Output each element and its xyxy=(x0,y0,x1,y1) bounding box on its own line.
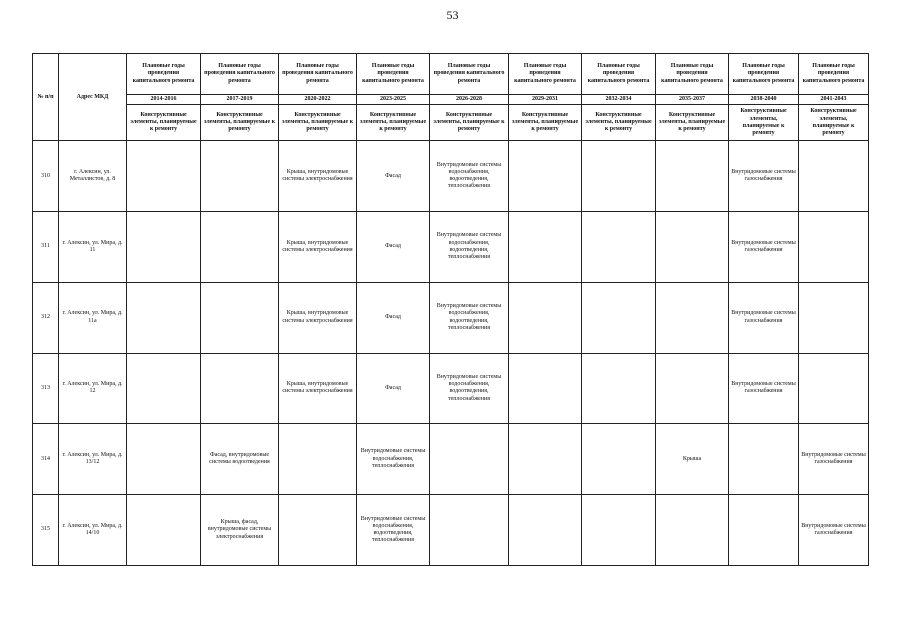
repair-elements-cell xyxy=(799,282,869,353)
repair-elements-cell: Внутридомовые системы газоснабжения xyxy=(799,495,869,566)
elements-header: Конструктивные элементы, планируемые к ремонту xyxy=(279,105,357,141)
row-address: г. Алексин, ул. Мира, д. 11а xyxy=(59,282,127,353)
repair-elements-cell xyxy=(201,353,279,424)
elements-header: Конструктивные элементы, планируемые к ремонту xyxy=(509,105,582,141)
repair-elements-cell xyxy=(127,353,201,424)
elements-header: Конструктивные элементы, планируемые к ремонту xyxy=(799,105,869,141)
repair-elements-cell xyxy=(656,495,729,566)
repair-elements-cell xyxy=(201,212,279,283)
repair-elements-cell xyxy=(582,353,656,424)
period-years-header: 2041-2043 xyxy=(799,95,869,105)
column-header-number: № п/п xyxy=(33,54,59,141)
repair-elements-cell xyxy=(509,212,582,283)
repair-elements-cell: Крыша, внутридомовые системы электроснабжения xyxy=(279,212,357,283)
repair-elements-cell: Фасад xyxy=(357,212,430,283)
repair-elements-cell: Крыша, фасад, внутридомовые системы электроснабжения xyxy=(201,495,279,566)
repair-elements-cell xyxy=(509,424,582,495)
repair-elements-cell xyxy=(279,424,357,495)
table-row xyxy=(33,141,869,212)
row-number: 310 xyxy=(33,141,59,212)
table-row xyxy=(33,212,869,283)
row-address: г. Алексин, ул. Мира, д. 12 xyxy=(59,353,127,424)
repair-elements-cell xyxy=(729,424,799,495)
repair-elements-cell xyxy=(582,141,656,212)
period-years-header: 2038-2040 xyxy=(729,95,799,105)
row-number: 311 xyxy=(33,212,59,283)
period-title-header: Плановые годы проведения капитального ремонта xyxy=(279,54,357,95)
repair-elements-cell: Внутридомовые системы водоснабжения, теплоснабжения xyxy=(357,424,430,495)
repair-elements-cell xyxy=(430,424,509,495)
repair-elements-cell: Внутридомовые системы газоснабжения xyxy=(729,212,799,283)
repair-elements-cell xyxy=(656,212,729,283)
repair-elements-cell xyxy=(799,141,869,212)
row-number: 313 xyxy=(33,353,59,424)
row-address: г. Алексин, ул. Металлистов, д. 8 xyxy=(59,141,127,212)
elements-header: Конструктивные элементы, планируемые к ремонту xyxy=(201,105,279,141)
repair-elements-cell xyxy=(799,212,869,283)
period-title-header: Плановые годы проведения капитального ремонта xyxy=(509,54,582,95)
repair-elements-cell xyxy=(201,141,279,212)
repair-elements-cell: Фасад xyxy=(357,282,430,353)
repair-elements-cell: Крыша, внутридомовые системы электроснабжения xyxy=(279,141,357,212)
repair-elements-cell: Фасад, внутридомовые системы водоотведения xyxy=(201,424,279,495)
repair-elements-cell xyxy=(582,424,656,495)
repair-elements-cell xyxy=(127,212,201,283)
repair-elements-cell xyxy=(799,353,869,424)
repair-elements-cell xyxy=(279,495,357,566)
period-title-header: Плановые годы проведения капитального ремонта xyxy=(430,54,509,95)
repair-elements-cell xyxy=(509,495,582,566)
repair-elements-cell xyxy=(656,141,729,212)
repair-elements-cell: Внутридомовые системы газоснабжения xyxy=(799,424,869,495)
table-header xyxy=(33,54,869,141)
period-years-header: 2020-2022 xyxy=(279,95,357,105)
repair-elements-cell: Фасад xyxy=(357,141,430,212)
row-number: 312 xyxy=(33,282,59,353)
repair-elements-cell xyxy=(430,495,509,566)
period-title-header: Плановые годы проведения капитального ремонта xyxy=(357,54,430,95)
repair-elements-cell: Крыша xyxy=(656,424,729,495)
column-header-address: Адрес МКД xyxy=(59,54,127,141)
period-title-header: Плановые годы проведения капитального ремонта xyxy=(582,54,656,95)
row-number: 314 xyxy=(33,424,59,495)
elements-header: Конструктивные элементы, планируемые к ремонту xyxy=(729,105,799,141)
page-number: 53 xyxy=(446,8,459,22)
repair-elements-cell: Внутридомовые системы водоснабжения, водоотведения, теплоснабжения xyxy=(430,353,509,424)
repair-elements-cell xyxy=(509,353,582,424)
row-address: г. Алексин, ул. Мира, д. 11 xyxy=(59,212,127,283)
table-body xyxy=(33,141,869,566)
repair-elements-cell xyxy=(582,282,656,353)
period-title-header: Плановые годы проведения капитального ремонта xyxy=(729,54,799,95)
repair-elements-cell: Внутридомовые системы газоснабжения xyxy=(729,282,799,353)
repair-elements-cell: Внутридомовые системы водоснабжения, водоотведения, теплоснабжения xyxy=(430,212,509,283)
table-row xyxy=(33,424,869,495)
table-row xyxy=(33,282,869,353)
period-years-header: 2014-2016 xyxy=(127,95,201,105)
period-title-header: Плановые годы проведения капитального ремонта xyxy=(127,54,201,95)
row-number: 315 xyxy=(33,495,59,566)
repair-elements-cell xyxy=(656,353,729,424)
elements-header: Конструктивные элементы, планируемые к ремонту xyxy=(656,105,729,141)
table-row xyxy=(33,495,869,566)
elements-header: Конструктивные элементы, планируемые к ремонту xyxy=(582,105,656,141)
repair-elements-cell xyxy=(127,424,201,495)
repair-elements-cell xyxy=(509,141,582,212)
period-years-header: 2035-2037 xyxy=(656,95,729,105)
table-row xyxy=(33,353,869,424)
elements-header: Конструктивные элементы, планируемые к ремонту xyxy=(127,105,201,141)
repair-schedule-table xyxy=(32,53,869,566)
repair-elements-cell: Фасад xyxy=(357,353,430,424)
period-years-header: 2023-2025 xyxy=(357,95,430,105)
elements-header: Конструктивные элементы, планируемые к ремонту xyxy=(430,105,509,141)
row-address: г. Алексин, ул. Мира, д. 14/10 xyxy=(59,495,127,566)
repair-elements-cell: Внутридомовые системы газоснабжения xyxy=(729,353,799,424)
elements-header: Конструктивные элементы, планируемые к ремонту xyxy=(357,105,430,141)
repair-elements-cell xyxy=(127,495,201,566)
repair-elements-cell: Крыша, внутридомовые системы электроснабжения xyxy=(279,353,357,424)
period-title-header: Плановые годы проведения капитального ремонта xyxy=(201,54,279,95)
repair-elements-cell: Внутридомовые системы водоснабжения, водоотведения, теплоснабжения xyxy=(357,495,430,566)
repair-elements-cell: Внутридомовые системы газоснабжения xyxy=(729,141,799,212)
repair-elements-cell: Внутридомовые системы водоснабжения, водоотведения, теплоснабжения xyxy=(430,282,509,353)
repair-elements-cell xyxy=(656,282,729,353)
period-years-header: 2029-2031 xyxy=(509,95,582,105)
repair-elements-cell xyxy=(127,282,201,353)
period-years-header: 2026-2028 xyxy=(430,95,509,105)
period-years-header: 2017-2019 xyxy=(201,95,279,105)
repair-elements-cell xyxy=(729,495,799,566)
repair-elements-cell xyxy=(582,212,656,283)
repair-elements-cell xyxy=(201,282,279,353)
repair-elements-cell xyxy=(582,495,656,566)
row-address: г. Алексин, ул. Мира, д. 13/12 xyxy=(59,424,127,495)
period-title-header: Плановые годы проведения капитального ремонта xyxy=(656,54,729,95)
period-years-header: 2032-2034 xyxy=(582,95,656,105)
repair-elements-cell: Крыша, внутридомовые системы электроснабжения xyxy=(279,282,357,353)
repair-elements-cell: Внутридомовые системы водоснабжения, водоотведения, теплоснабжения xyxy=(430,141,509,212)
period-title-header: Плановые годы проведения капитального ремонта xyxy=(799,54,869,95)
repair-elements-cell xyxy=(127,141,201,212)
repair-elements-cell xyxy=(509,282,582,353)
